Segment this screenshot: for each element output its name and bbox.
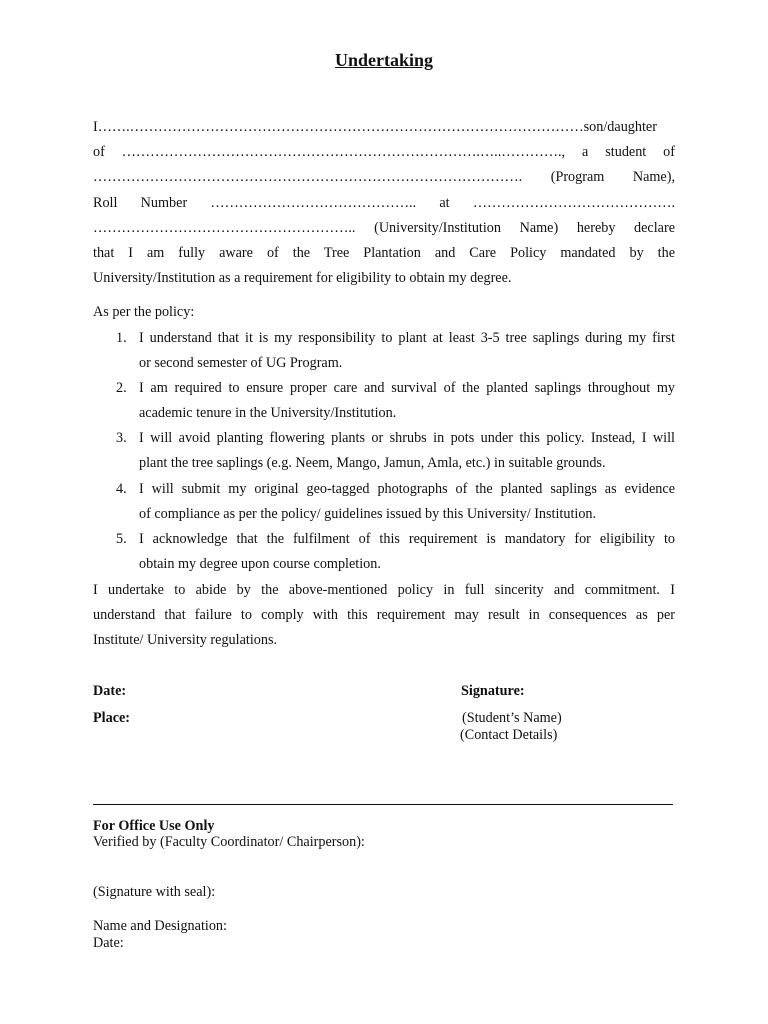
policy-item-number: 1. [116, 330, 127, 346]
place-label: Place: [93, 710, 131, 726]
declaration-line-policy: that I am fully aware of the Tree Plantation and Care Policy mandated by the [93, 244, 675, 261]
policy-item-text: of compliance as per the policy/ guidelines issued by this University/ Institution. [139, 506, 597, 523]
office-heading: For Office Use Only [93, 818, 215, 834]
declaration-line-program: ………………………………………………………………………………. (Program Name), [93, 169, 675, 186]
closing-line: understand that failure to comply with this requirement may result in consequences as per [93, 607, 675, 624]
declaration-line-roll-number: Roll Number …………………………………….. at ……………………………………. [93, 194, 675, 211]
office-divider [93, 804, 673, 805]
declaration-line-parent: of ………………………………………………………………….…..…………., a student of [93, 144, 675, 161]
closing-paragraph [93, 578, 675, 654]
date-label: Date: [93, 683, 127, 699]
closing-line: I undertake to abide by the above-mentioned policy in full sincerity and commitment. I [93, 582, 675, 598]
contact-details-label: (Contact Details) [460, 727, 558, 743]
signature-label: Signature: [461, 683, 525, 699]
policy-item-number: 2. [116, 380, 127, 396]
declaration-line-university: ……………………………………………….. (University/Institution Name) hereby declare [93, 219, 675, 236]
declaration-line-eligibility: University/Institution as a requirement for eligibility to obtain my degree. [93, 270, 512, 287]
closing-line: Institute/ University regulations. [93, 632, 278, 649]
policy-item-text: I am required to ensure proper care and survival of the planted saplings throughout my [139, 380, 675, 396]
policy-item-text: I acknowledge that the fulfilment of this requirement is mandatory for eligibility to [139, 531, 675, 547]
policy-item-text: I will avoid planting flowering plants or shrubs in pots under this policy. Instead, I will [139, 430, 675, 446]
policy-item-text: academic tenure in the University/Institution. [139, 405, 397, 422]
policy-item-number: 5. [116, 531, 127, 547]
declaration-line-name: I…….……………………………………………………………………………………son/daughter [93, 119, 657, 135]
verified-by-label: Verified by (Faculty Coordinator/ Chairperson): [93, 834, 365, 850]
page-title: Undertaking [334, 50, 433, 70]
office-date-label: Date: [93, 935, 124, 951]
policy-item-text: I will submit my original geo-tagged photographs of the planted saplings as evidence [139, 481, 675, 497]
policy-item-number: 3. [116, 430, 127, 446]
signature-seal-label: (Signature with seal): [93, 884, 216, 900]
policy-item-text: obtain my degree upon course completion. [139, 556, 381, 573]
policy-item-number: 4. [116, 481, 127, 497]
policy-item-text: or second semester of UG Program. [139, 355, 343, 372]
policy-intro: As per the policy: [93, 304, 195, 320]
policy-item-text: plant the tree saplings (e.g. Neem, Mango, Jamun, Amla, etc.) in suitable grounds. [139, 455, 606, 472]
policy-item-text: I understand that it is my responsibility to plant at least 3-5 tree saplings during my first [139, 330, 675, 346]
student-name-label: (Student’s Name) [462, 710, 562, 726]
name-designation-label: Name and Designation: [93, 918, 227, 934]
declaration-paragraph [93, 115, 675, 291]
